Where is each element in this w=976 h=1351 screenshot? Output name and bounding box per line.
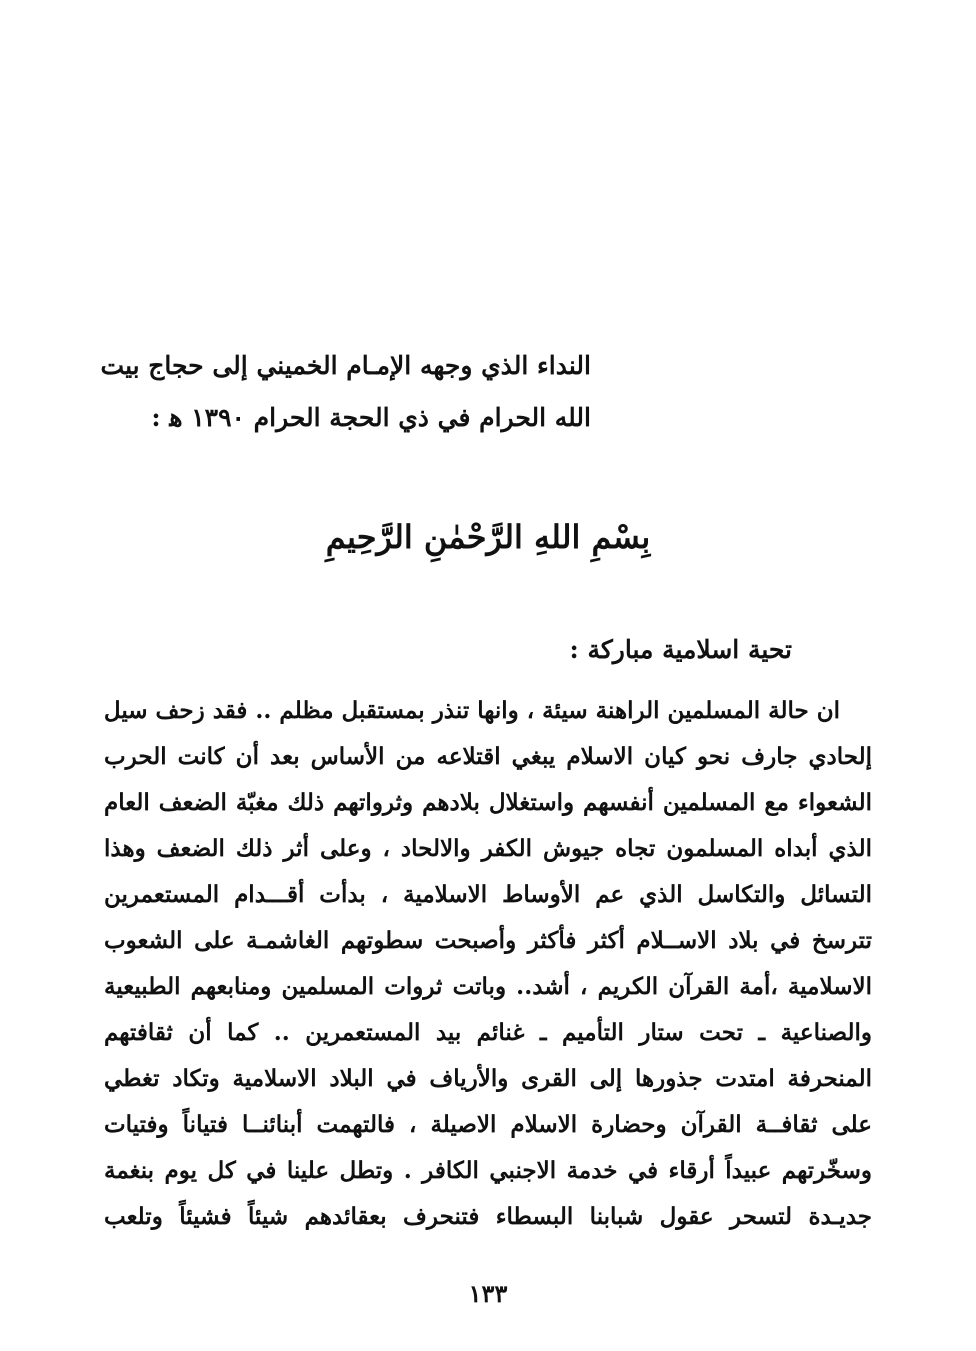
heading-line-2: الله الحرام في ذي الحجة الحرام ١٣٩٠ ﻫ : [151,403,591,432]
body-line: تترسخ في بلاد الاســلام أكثر فأكثر وأصبحت سطوتهم الغاشمـة على الشعوب [104,927,872,954]
heading-line-1: النداء الذي وجهه الإمـام الخميني إلى حجاج بيت [100,351,591,380]
body-line: ان حالة المسلمين الراهنة سيئة ، وانها تنذر بمستقبل مظلم .. فقد زحف سيل [104,697,840,724]
body-line: المنحرفة امتدت جذورها إلى القرى والأرياف في البلاد الاسلامية وتكاد تغطي [104,1065,872,1092]
body-paragraph [104,688,872,1240]
body-line: إلحادي جارف نحو كيان الاسلام يبغي اقتلاعه من الأساس بعد أن كانت الحرب [104,743,872,770]
body-line: وسخّرتهم عبيداً أرقاء في خدمة الاجنبي الكافر . وتطل علينا في كل يوم بنغمة [104,1157,872,1184]
body-line: التسائل والتكاسل الذي عم الأوساط الاسلامية ، بدأت أقـــدام المستعمرين [104,881,872,908]
document-heading [101,340,591,444]
body-line: على ثقافــة القرآن وحضارة الاسلام الاصيلة ، فالتهمت أبنائنــا فتياناً وفتيات [104,1111,872,1138]
greeting-line: تحية اسلامية مباركة : [569,635,792,664]
page-number: ١٣٣ [468,1279,508,1308]
body-line: والصناعية ـ تحت ستار التأميم ـ غنائم بيد المستعمرين .. كما أن ثقافتهم [104,1019,872,1046]
body-line: الذي أبداه المسلمون تجاه جيوش الكفر والالحاد ، وعلى أثر ذلك الضعف وهذا [104,835,872,862]
body-line: الشعواء مع المسلمين أنفسهم واستغلال بلادهم وثرواتهم ذلك مغبّة الضعف العام [104,789,872,816]
basmala-calligraphy: بِسْمِ اللهِ الرَّحْمٰنِ الرَّحِيمِ [325,518,651,556]
body-line: جديـدة لتسحر عقول شبابنا البسطاء فتنحرف بعقائدهم شيئاً فشيئاً وتلعب [104,1203,872,1230]
body-line: الاسلامية ،أمة القرآن الكريم ، أشد.. وباتت ثروات المسلمين ومنابعهم الطبيعية [104,973,872,1000]
